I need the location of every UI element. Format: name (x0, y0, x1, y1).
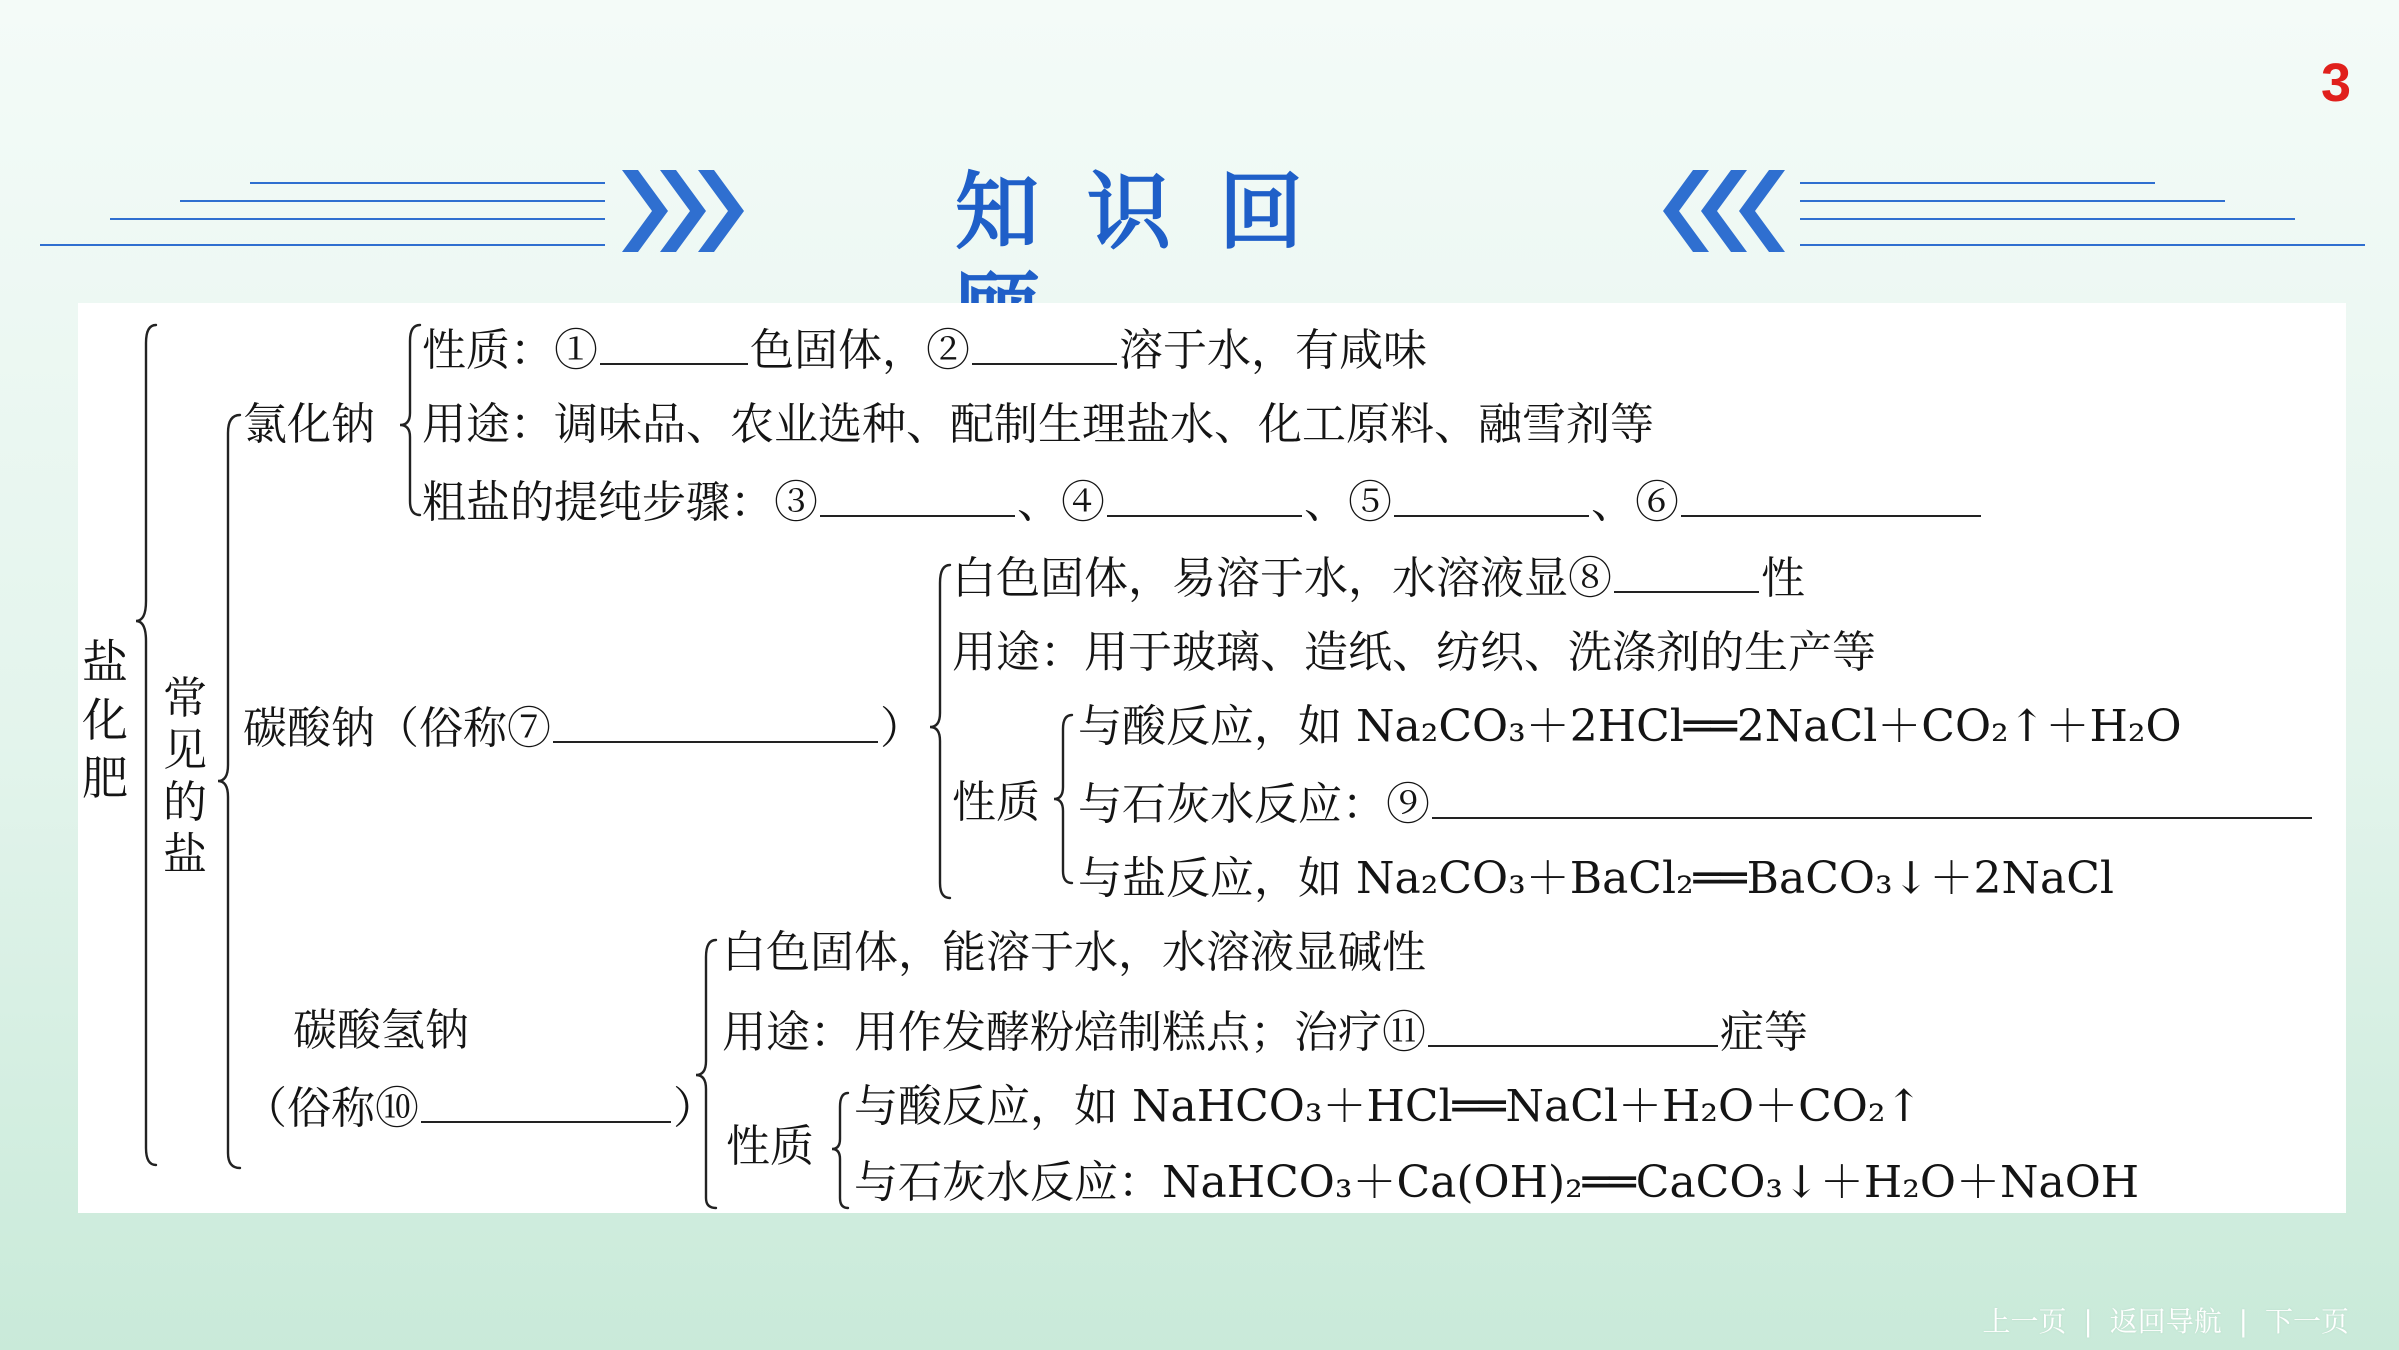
blank-5[interactable] (1394, 471, 1589, 517)
blank-9[interactable] (1432, 773, 2312, 819)
blank-8[interactable] (1614, 547, 1759, 593)
nahco3-desc-line: 白色固体，能溶于水，水溶液显碱性 (722, 927, 1426, 978)
nacl-purify-line: 粗盐的提纯步骤：③ 、④ 、⑤ 、⑥ (422, 471, 1983, 533)
page-title: 知识回 (955, 163, 1352, 261)
blank-3[interactable] (820, 471, 1015, 517)
blank-11[interactable] (1428, 1001, 1718, 1047)
chevrons-right-icon (622, 170, 762, 252)
blank-7[interactable] (553, 697, 878, 743)
blank-4[interactable] (1107, 471, 1302, 517)
nahco3-property-label: 性质 (726, 1121, 814, 1172)
nacl-name: 氯化钠 (243, 399, 375, 450)
next-page-link[interactable]: 下一页 (2264, 1305, 2349, 1338)
na2co3-name-line: 碳酸钠（俗称⑦ ） (243, 697, 924, 759)
nacl-property-line: 性质：① 色固体，② 溶于水，有咸味 (422, 319, 1427, 381)
branch-label: 常见的盐 (163, 673, 207, 880)
na2co3-desc-line: 白色固体，易溶于水，水溶液显⑧ 性 (952, 547, 1805, 609)
root-label: 盐化肥 (82, 635, 128, 805)
nahco3-alias-line: （俗称⑩ ） (243, 1077, 717, 1139)
na2co3-property-label: 性质 (952, 777, 1040, 828)
nahco3-acid-reaction: 与酸反应，如 NaHCO₃＋HCl══NaCl＋H₂O＋CO₂↑ (854, 1081, 1923, 1132)
blank-1[interactable] (600, 319, 748, 365)
home-nav-link[interactable]: 返回导航 (2109, 1305, 2222, 1338)
prev-page-link[interactable]: 上一页 (1982, 1305, 2067, 1338)
na2co3-lime-reaction: 与石灰水反应：⑨ (1078, 773, 2314, 835)
knowledge-map (78, 303, 2346, 1213)
nahco3-use-line: 用途：用作发酵粉焙制糕点；治疗⑪ 症等 (722, 1001, 1808, 1063)
nahco3-name: 碳酸氢钠 (293, 1005, 469, 1056)
page-number: 3 (2320, 53, 2351, 113)
na2co3-acid-reaction: 与酸反应，如 Na₂CO₃＋2HCl══2NaCl＋CO₂↑＋H₂O (1078, 701, 2182, 752)
blank-6[interactable] (1681, 471, 1981, 517)
blank-2[interactable] (972, 319, 1117, 365)
chevrons-left-icon (1645, 170, 1785, 252)
nav-separator: | (2083, 1305, 2093, 1338)
nahco3-lime-reaction: 与石灰水反应：NaHCO₃＋Ca(OH)₂══CaCO₃↓＋H₂O＋NaOH (854, 1157, 2140, 1208)
footer-nav (1978, 1300, 2353, 1340)
na2co3-use-line: 用途：用于玻璃、造纸、纺织、洗涤剂的生产等 (952, 627, 1876, 678)
nav-separator: | (2238, 1305, 2249, 1338)
nacl-use-line: 用途：调味品、农业选种、配制生理盐水、化工原料、融雪剂等 (422, 399, 1654, 450)
blank-10[interactable] (421, 1077, 671, 1123)
na2co3-salt-reaction: 与盐反应，如 Na₂CO₃＋BaCl₂══BaCO₃↓＋2NaCl (1078, 853, 2114, 904)
